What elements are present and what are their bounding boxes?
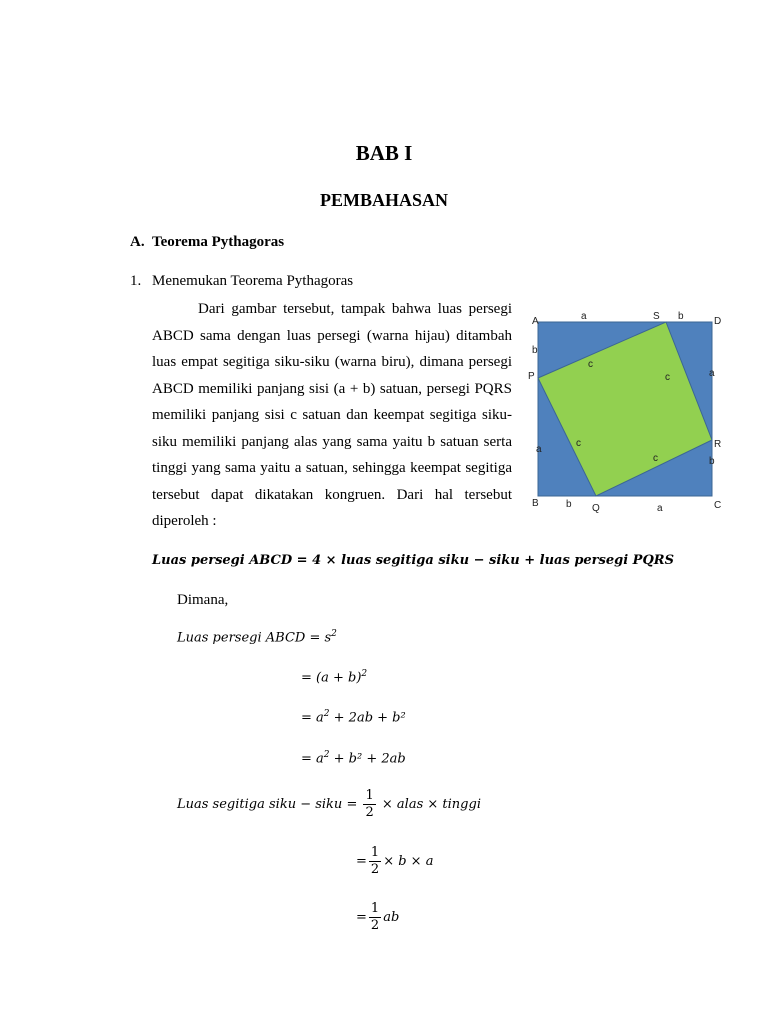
side-label-c-right: c [665,372,670,383]
square-area-exponent: 2 [331,629,337,639]
fraction-denominator: 2 [370,918,380,933]
step-tail: + 2ab + b² [329,710,406,726]
paragraph-line: diperoleh : [152,513,217,529]
side-label-right-a: a [709,368,715,379]
step-text: = a [301,710,324,726]
vertex-label-q: Q [592,503,600,514]
triangle-area-lhs: Luas segitiga siku − siku = [177,797,358,812]
vertex-label-b: B [532,498,539,509]
side-label-left-b: b [532,345,538,356]
triangle-area-rhs: × alas × tinggi [381,797,481,812]
paragraph-line: luas empat segitiga siku-siku (warna biru), dimana persegi [152,354,512,370]
paragraph-line: siku memiliki panjang alas yang sama yaitu b satuan serta [152,433,512,450]
vertex-label-s: S [653,311,660,322]
section-label: A. [130,234,145,250]
paragraph-line: Dari gambar tersebut, tampak bahwa luas persegi [198,301,512,317]
fraction-half [369,845,381,878]
equals-sign: = [356,854,367,869]
square-area-equation [177,629,337,645]
side-label-c-top: c [588,359,593,370]
step-text: = a [301,751,324,767]
side-label-top-a: a [581,311,587,322]
subsection-heading [130,273,353,290]
vertex-label-p: P [528,371,535,382]
paragraph-line: tinggi yang sama yaitu a satuan, sehingga keempat segitiga [152,460,512,476]
side-label-c-left: c [576,438,581,449]
step-tail: ab [383,910,400,925]
vertex-label-c: C [714,500,722,511]
equals-sign: = [356,910,367,925]
step-text: = (a + b) [301,670,362,686]
fraction-numerator: 1 [370,901,380,916]
chapter-subtitle: PEMBAHASAN [319,190,448,210]
step-exponent: 2 [361,669,368,679]
step-tail: + b² + 2ab [329,751,406,767]
triangle-area-step-2 [356,901,399,934]
paragraph-line: ABCD sama dengan luas persegi (warna hijau) ditambah [152,327,512,344]
fraction-half [369,901,381,934]
main-equation: Luas persegi ABCD = 4 × luas segitiga siku − siku + luas persegi PQRS [152,553,674,568]
pythagoras-diagram [526,306,726,516]
section-heading [130,234,284,251]
triangle-area-equation [177,788,481,821]
vertex-label-d: D [714,316,722,327]
vertex-label-a: A [532,316,539,327]
square-area-step-2 [301,709,406,725]
fraction-half [363,788,375,821]
section-title: Teorema Pythagoras [152,234,285,250]
step-exponent: 2 [323,709,330,719]
subsection-title: Menemukan Teorema Pythagoras [152,273,354,289]
side-label-c-bottom: c [653,453,658,464]
fraction-denominator: 2 [365,805,374,820]
paragraph-line: ABCD memiliki panjang sisi (a + b) satuan, persegi PQRS [152,380,512,397]
square-area-step-1 [301,669,367,685]
side-label-bottom-a: a [657,503,663,514]
step-tail: × b × a [383,854,434,869]
side-label-bottom-b: b [566,499,572,510]
side-label-top-b: b [678,311,684,322]
step-exponent: 2 [323,750,330,760]
fraction-numerator: 1 [365,788,374,803]
dimana-label: Dimana, [177,592,229,608]
subsection-label: 1. [130,273,142,289]
paragraph-line: tersebut dapat dikatakan kongruen. Dari hal tersebut [152,486,512,503]
square-area-lhs: Luas persegi ABCD = s [177,630,332,646]
body-paragraph [152,296,512,535]
fraction-numerator: 1 [370,845,380,860]
paragraph-line: memiliki panjang sisi c satuan dan keempat segitiga siku- [152,407,512,423]
chapter-title: BAB I [355,141,413,165]
side-label-left-a: a [536,444,542,455]
side-label-right-b: b [709,456,715,467]
vertex-label-r: R [714,439,722,450]
square-area-step-3 [301,750,406,766]
fraction-denominator: 2 [370,862,380,877]
triangle-area-step-1 [356,845,433,878]
